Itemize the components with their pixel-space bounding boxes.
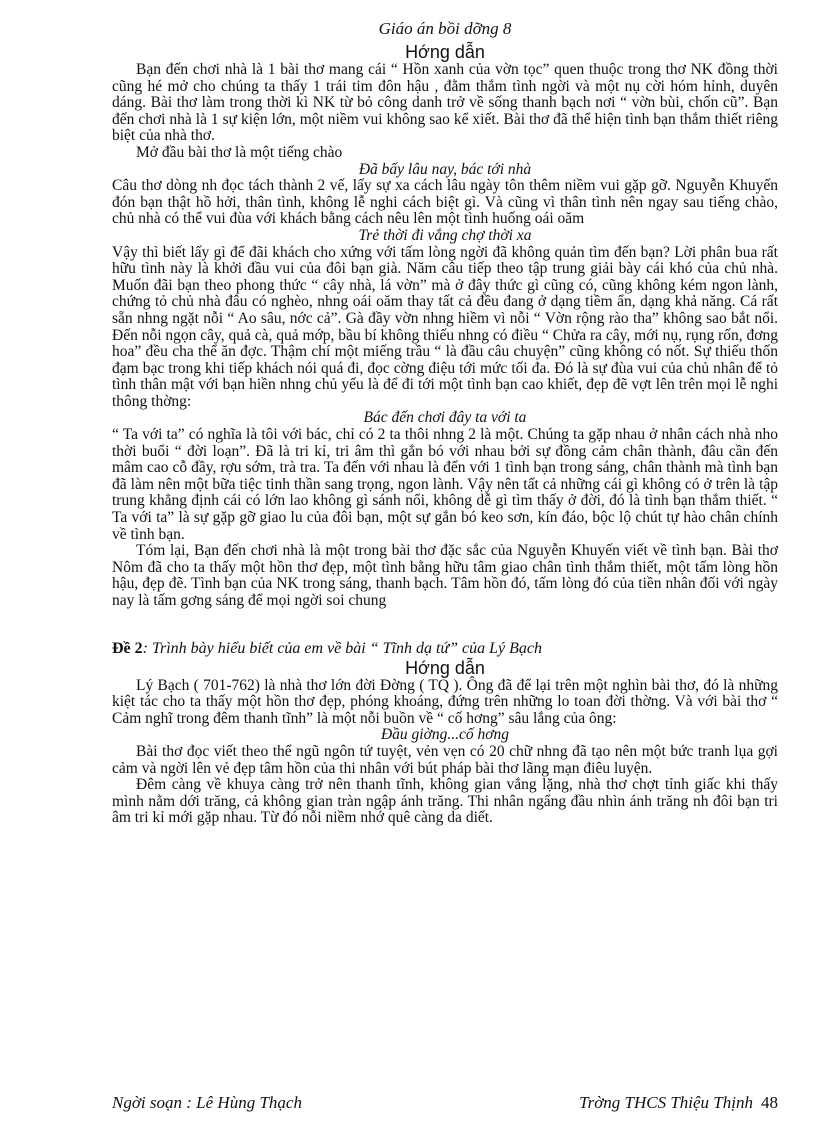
question-label: Đề 2 bbox=[112, 639, 143, 657]
verse-line: Đầu giờng...cố hơng bbox=[380, 726, 510, 744]
question-text: : Trình bày hiểu biết của em về bài “ Tĩnh dạ tứ” của Lý Bạch bbox=[142, 639, 543, 657]
document-page bbox=[112, 18, 778, 827]
question-title bbox=[112, 640, 778, 658]
verse-line: Trẻ thời đi vắng chợ thời xa bbox=[358, 226, 532, 244]
verse-line: Đã bấy lâu nay, bác tới nhà bbox=[358, 160, 532, 178]
paragraph: Vậy thì biết lấy gì để đãi khách cho xứng với tấm lòng ngời đã không quản tìm đến bạn? Lời phân bua rất hữu tình này là khởi đầu vui của đôi bạn già. Năm câu tiếp theo tập trung giải bày cái khó của chủ nhà. Muốn đãi bạn theo phong thức “ cây nhà, lá vờn” mà ở đây thức gì cũng có, cũng không kém ngon lành, chứng tỏ chủ nhà đâu có nghèo, nhng oái oăm thay tất cả đều đang ở dạng tiềm ẩn, dạng khả năng. Cá rất sẵn nhng ngặt nỗi “ Ao sâu, nớc cả”. Gà đầy vờn nhng hiềm vì nỗi “ Vờn rộng rào tha” không sao bắt nổi. Đến nỗi ngọn cây, quả cà, quả mớp, bầu bí không thiếu nhng có điều “ Chửa ra cây, mới nụ, rụng rốn, đơng hoa” đều cha thể ăn đợc. Thậm chí một miếng trầu “ là đầu câu chuyện” cũng không có nốt. Sự thiếu thốn đạm bạc trong khi tiếp khách nói quá đi, đọc cờng điệu tới mức tối đa. Đó là sự đùa vui của chủ nhân để tỏ tình thân mật với bạn hiền nhng chủ yếu là để đi tới một tình bạn cao khiết, đẹp đẽ vợt lên trên mọi lễ nghi thông thờng: bbox=[112, 243, 778, 410]
footer-author: Ngời soạn : Lê Hùng Thạch bbox=[112, 1093, 302, 1112]
footer-school bbox=[579, 1093, 778, 1113]
paragraph: Bạn đến chơi nhà là 1 bài thơ mang cái “ Hồn xanh của vờn tọc” quen thuộc trong thơ NK đồng thời cũng hé mở cho chúng ta thấy 1 trái tim đôn hậu , đằm thắm tình ngời và một nụ cời hóm hỉnh, duyên dáng. Bài thơ làm trong thời kì NK từ bỏ công danh trở về sống thanh bạch nơi “ vờn bùi, chốn cũ”. Bạn đến chơi nhà là 1 sự kiện lớn, một niềm vui không sao kể xiết. Bài thơ đã thể hiện tình bạn thắm thiết riêng biệt của nhà thơ. bbox=[112, 61, 778, 145]
paragraph: Mở đầu bài thơ là một tiếng chào bbox=[136, 143, 343, 161]
paragraph: Câu thơ dòng nh đọc tách thành 2 vế, lấy sự xa cách lâu ngày tôn thêm niềm vui gặp gỡ. Nguyễn Khuyến đón bạn thật hồ hởi, thân tình, không lễ nghi cách biệt gì. Và cũng vì thân tình nên ngay sau tiếng chào, chủ nhà có thể vui đùa với khách bằng cách nêu lên một tình huống oái oăm bbox=[112, 177, 778, 228]
page-number: 48 bbox=[761, 1093, 778, 1112]
page-header: Giáo án bồi dỡng 8 bbox=[378, 19, 512, 38]
paragraph: “ Ta với ta” có nghĩa là tôi với bác, chỉ có 2 ta thôi nhng 2 là một. Chúng ta gặp nhau ở nhân cách nhà nho thời buổi “ đời loạn”. Đã là tri kỉ, tri âm thì gắn bó với nhau bởi sự đồng cảm chân thành, đâu cần đến mâm cao cỗ đầy, rợu sớm, trà tra. Ta đến với nhau là đến với 1 tình bạn trong sáng, chân thành mà tình bạn đã làm nên một bữa tiệc tinh thần sang trọng, ngon lành. Vậy nên tất cả những cái gì không có ở trên là tập trung khẳng định cái có lớn lao không gì sánh nổi, không dễ gì tìm thấy ở đời, đó là tình bạn thắm thiết. “ Ta với ta” là sự gặp gỡ giao lu của đôi bạn, một sự gắn bó keo sơn, kín đáo, bộc lộ chút tự hào chân chính về tình bạn. bbox=[112, 426, 778, 543]
spacer bbox=[112, 610, 778, 636]
verse-line: Bác đến chơi đây ta với ta bbox=[363, 409, 527, 427]
paragraph: Bài thơ đọc viết theo thể ngũ ngôn tứ tuyệt, vẻn vẹn có 20 chữ nhng đã tạo nên một bức tranh lụa gợi cảm và ngời lên vẻ đẹp tâm hồn của thi nhân với bút pháp bài thơ lãng mạn điêu luyện. bbox=[112, 742, 778, 777]
paragraph: Lý Bạch ( 701-762) là nhà thơ lớn đời Đờng ( TQ ). Ông đã để lại trên một nghìn bài thơ, đó là những kiệt tác cho ta thấy một hồn thơ đẹp, phóng khoáng, đứng trên những lo toan đời thờng. Và với bài thơ “ Cảm nghĩ trong đêm thanh tĩnh” là một nỗi buồn về “ cố hơng” sâu lắng của ông: bbox=[112, 676, 778, 727]
paragraph: Tóm lại, Bạn đến chơi nhà là một trong bài thơ đặc sắc của Nguyễn Khuyến viết về tình bạn. Bài thơ Nôm đã cho ta thấy một hồn thơ đẹp, một tình bằng hữu tâm giao chân tình thắm thiết, một tấm lòng hồn hậu, đẹp đẽ. Tình bạn của NK trong sáng, thanh bạch. Tâm hồn đó, tấm lòng đó của tiền nhân đối với ngày nay là tấm gơng sáng để mọi ngời soi chung bbox=[112, 542, 778, 609]
section-heading: Hớng dẫn bbox=[405, 657, 485, 678]
footer-school-name: Trờng THCS Thiệu Thịnh bbox=[579, 1093, 753, 1112]
section-heading: Hớng dẫn bbox=[405, 42, 485, 62]
paragraph: Đêm càng về khuya càng trở nên thanh tĩnh, không gian vắng lặng, nhà thơ chợt tỉnh giấc khi thấy mình nằm dới trăng, cả không gian tràn ngập ánh trăng. Thi nhân ngẩng đầu nhìn ánh trăng nh đôi bạn tri âm tri kỉ mới gặp nhau. Từ đó nỗi niềm nhớ quê càng da diết. bbox=[112, 776, 778, 827]
